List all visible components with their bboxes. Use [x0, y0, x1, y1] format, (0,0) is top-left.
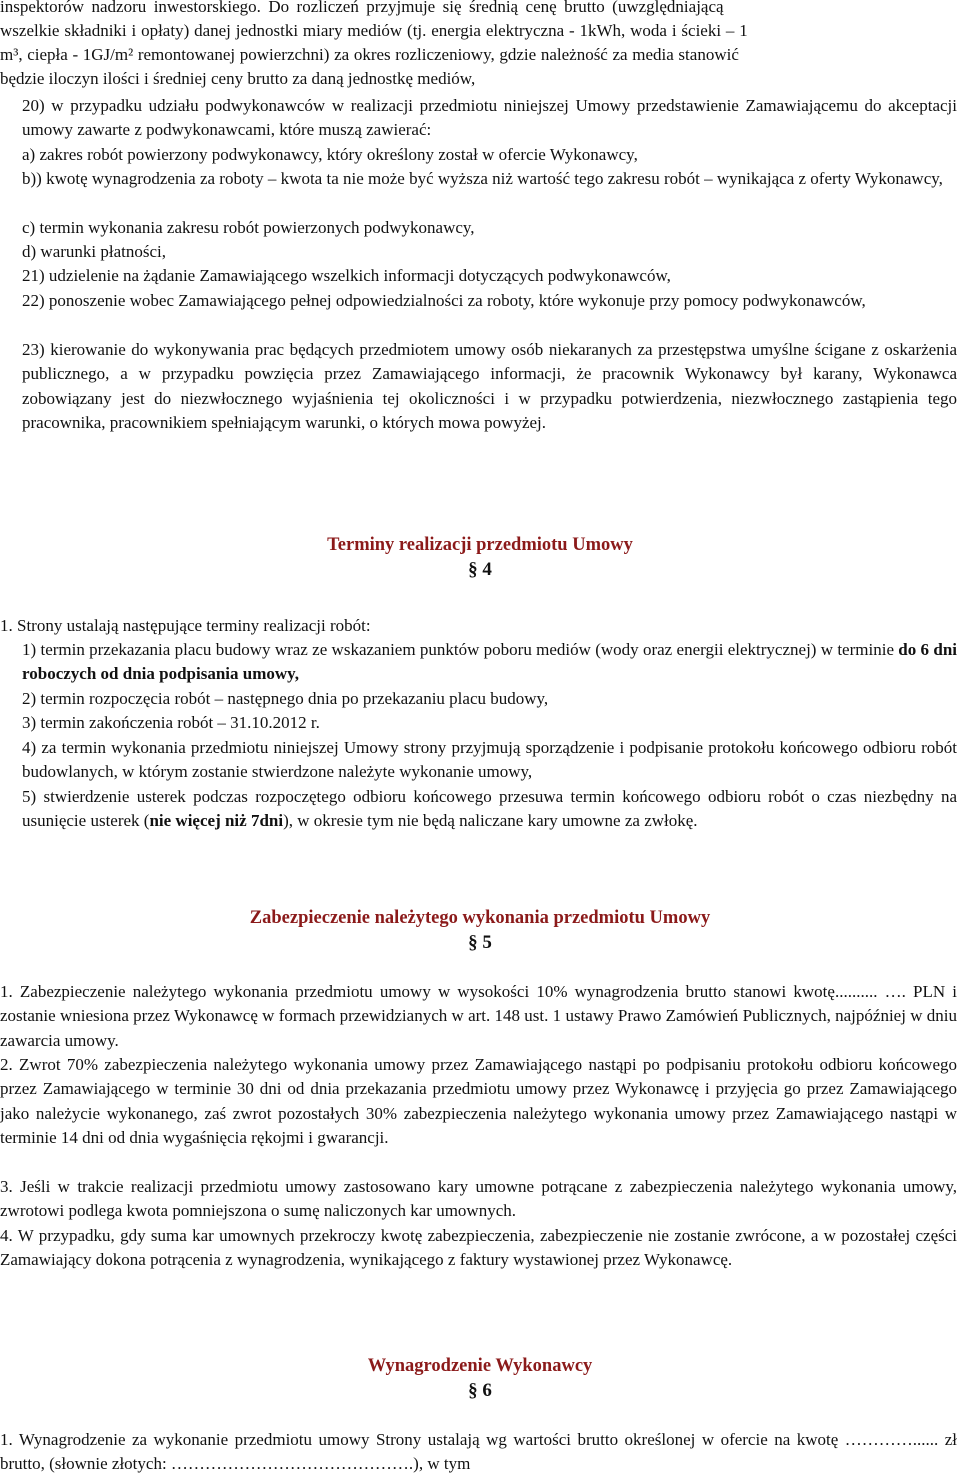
section-4-title: Terminy realizacji przedmiotu Umowy	[327, 535, 633, 555]
section-4-item-5-limit: nie więcej niż 7dni	[149, 811, 284, 831]
section-4-item-5	[0, 785, 957, 834]
section-6-title: Wynagrodzenie Wykonawcy	[367, 1356, 593, 1376]
section-4-item-4: 4) za termin wykonania przedmiotu niniejszej Umowy strony przyjmują sporządzenie i podpisanie protokołu końcowego odbioru robót budowlanych, w którym zostanie stwierdzone należyte wykonanie umowy,	[22, 738, 957, 782]
item-20-b: b)) kwotę wynagrodzenia za roboty – kwota ta nie może być wyższa niż wartość tego zakresu robót – wynikająca z oferty Wykonawcy,	[22, 169, 943, 188]
section-6-number: § 6	[468, 1380, 492, 1401]
section-4-item-1-text: 1) termin przekazania placu budowy wraz ze wskazaniem punktów poboru mediów (wody oraz energii elektrycznej) w terminie	[22, 640, 899, 659]
section-5-paragraph-4: 4. W przypadku, gdy suma kar umownych przekroczy kwotę zabezpieczenia, zabezpieczenie nie zostanie zwrócone, a w pozostałej części Zamawiający dokona potrącenia z wynagrodzenia, wynikającego z faktury wystawionej przez Wykonawcę.	[0, 1226, 957, 1270]
item-20: 20) w przypadku udziału podwykonawców w realizacji przedmiotu niniejszej Umowy przedstawienie Zamawiającemu do akceptacji umowy zawarte z podwykonawcami, które muszą zawierać:	[22, 96, 957, 140]
section-6-paragraph-1: 1. Wynagrodzenie za wykonanie przedmiotu umowy Strony ustalają wg wartości brutto określonej w ofercie na kwotę …………...... zł brutto, (słownie złotych: …………………………………….), w tym	[0, 1430, 957, 1474]
intro-line-2: wszelkie składniki i opłaty) danej jednostki miary mediów (tj. energia elektryczna - 1kWh, woda i ścieki – 1	[0, 21, 748, 40]
section-4-number: § 4	[468, 559, 492, 580]
section-4-item-5-text-a: 5) stwierdzenie usterek podczas rozpoczętego odbioru końcowego przesuwa termin końcowego odbioru robót o czas niezbędny na usunięcie usterek (	[22, 787, 957, 831]
section-4-paragraph-1: 1. Strony ustalają następujące terminy realizacji robót:	[0, 616, 371, 635]
item-20-d: d) warunki płatności,	[22, 242, 166, 261]
section-5-paragraph-1: 1. Zabezpieczenie należytego wykonania przedmiotu umowy w wysokości 10% wynagrodzenia brutto stanowi kwotę.......... …. PLN i zostanie wniesiona przez Wykonawcę w formach przewidzianych w art. 148 ust. 1 ustawy Prawo Zamówień Publicznych, najpóźniej w dniu zawarcia umowy.	[0, 982, 957, 1050]
item-22: 22) ponoszenie wobec Zamawiającego pełnej odpowiedzialności za roboty, które wykonuje przy pomocy podwykonawców,	[22, 291, 866, 310]
item-21: 21) udzielenie na żądanie Zamawiającego wszelkich informacji dotyczących podwykonawców,	[22, 266, 671, 285]
item-23: 23) kierowanie do wykonywania prac będących przedmiotem umowy osób niekaranych za przestępstwa umyślne ścigane z oskarżenia publicznego, a w przypadku powzięcia przez Zamawiającego informacji, że pracownik Wykonawcy był karany, Wykonawca zobowiązany jest do niezwłocznego wyjaśnienia tej okoliczności i w przypadku potwierdzenia, niezwłocznego zastąpienia tego pracownika, pracownikiem spełniającym warunki, o których mowa powyżej.	[22, 340, 957, 432]
section-5-title: Zabezpieczenie należytego wykonania przedmiotu Umowy	[249, 908, 711, 928]
intro-line-1: inspektorów nadzoru inwestorskiego. Do rozliczeń przyjmuje się średnią cenę brutto (uwzględniającą	[0, 0, 724, 16]
intro-line-4: będzie iloczyn ilości i średniej ceny brutto za daną jednostkę mediów,	[0, 69, 476, 88]
item-20-c: c) termin wykonania zakresu robót powierzonych podwykonawcy,	[22, 218, 475, 237]
item-20-a: a) zakres robót powierzony podwykonawcy, który określony został w ofercie Wykonawcy,	[22, 145, 638, 164]
section-4-item-5-text-b: ), w okresie tym nie będą naliczane kary umowne za zwłokę.	[283, 811, 698, 831]
section-4-item-2: 2) termin rozpoczęcia robót – następnego dnia po przekazaniu placu budowy,	[22, 689, 549, 708]
section-4-item-1	[0, 638, 957, 687]
section-5-number: § 5	[468, 932, 492, 953]
section-5-paragraph-3: 3. Jeśli w trakcie realizacji przedmiotu umowy zastosowano kary umowne potrącane z zabezpieczenia należytego wykonania umowy, zwrotowi podlega kwota pomniejszona o sumę naliczonych kar umownych.	[0, 1177, 957, 1221]
section-4-item-1-deadline: do 6 dni roboczych od dnia podpisania umowy,	[22, 640, 957, 684]
intro-line-3: m³, ciepła - 1GJ/m² remontowanej powierzchni) za okres rozliczeniowy, gdzie należność za media stanowić	[0, 45, 739, 64]
section-4-item-3: 3) termin zakończenia robót – 31.10.2012 r.	[22, 713, 320, 732]
section-5-paragraph-2: 2. Zwrot 70% zabezpieczenia należytego wykonania umowy przez Zamawiającego nastąpi po podpisaniu protokołu odbioru końcowego przez Zamawiającego w terminie 30 dni od dnia przekazania przedmiotu umowy przez Wykonawcę i przyjęcia go przez Zamawiającego jako należycie wykonanego, zaś zwrot pozostałych 30% zabezpieczenia należytego wykonania umowy przez Zamawiającego nastąpi w terminie 14 dni od dnia wygaśnięcia rękojmi i gwarancji.	[0, 1055, 957, 1147]
